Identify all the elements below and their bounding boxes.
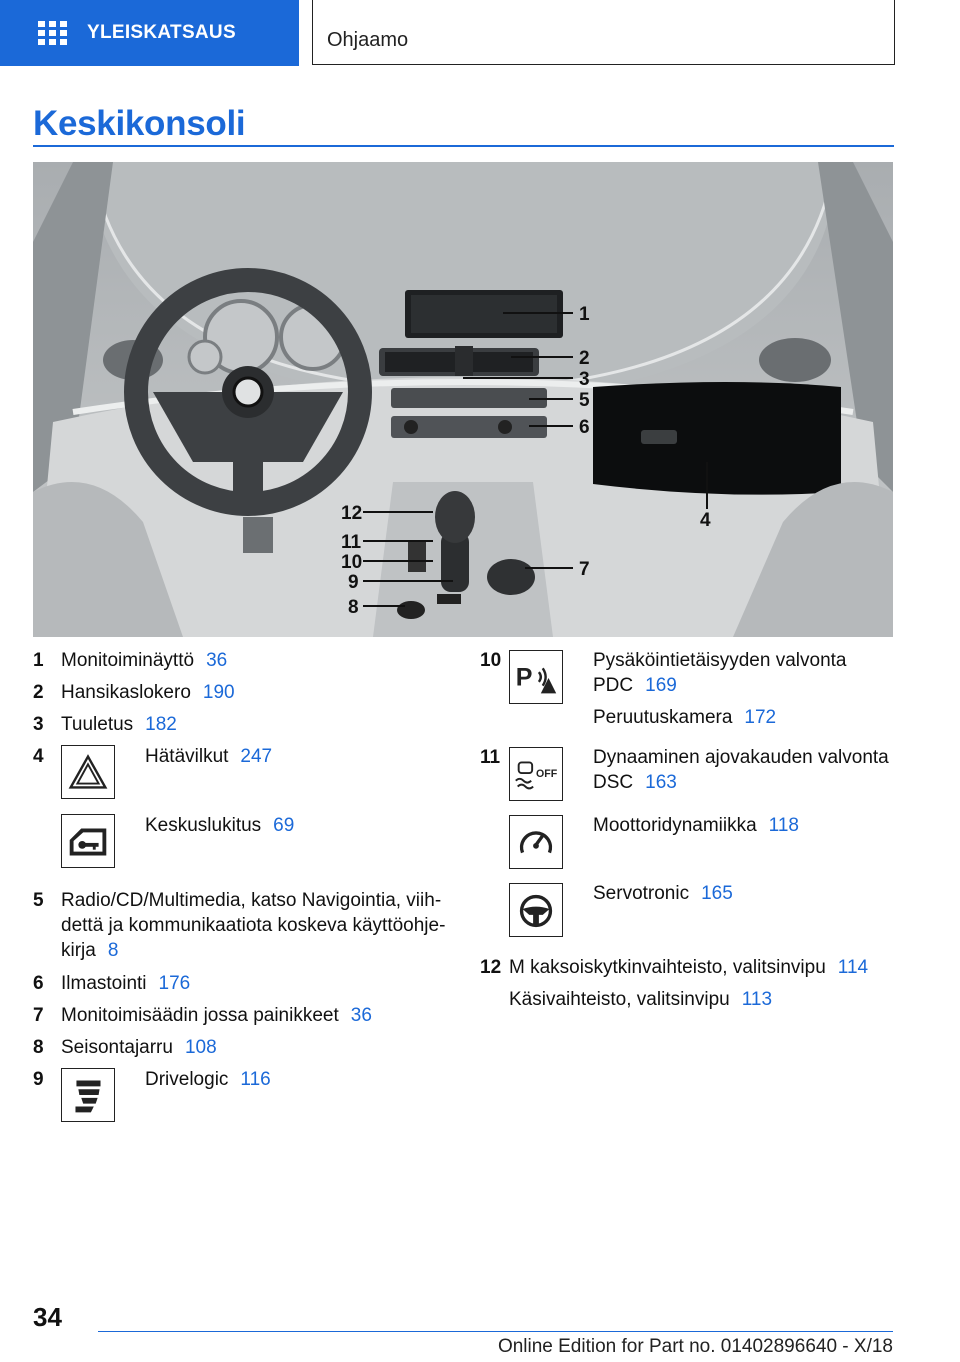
item-text: Monitoimisäädin jossa painikkeet	[61, 1005, 339, 1026]
item-text: Moottoridynamiikka	[593, 815, 757, 836]
item-number: 1	[33, 650, 44, 671]
callout-label: 8	[348, 597, 359, 618]
callout-label: 4	[700, 510, 711, 531]
footer-divider	[98, 1331, 893, 1332]
callout-label: 12	[341, 503, 363, 524]
overview-tab[interactable]	[0, 0, 299, 66]
item-text: Käsivaihteisto, valitsinvipu	[509, 989, 730, 1010]
item-text: Tuuletus	[61, 714, 134, 735]
item-text: Pysäköintietäisyyden valvonta	[593, 650, 847, 671]
list-item	[593, 813, 799, 838]
drivelogic-icon	[61, 1068, 115, 1122]
item-text: Peruutuskamera	[593, 707, 733, 728]
page-link[interactable]: 36	[350, 1005, 372, 1026]
page-link[interactable]: 8	[107, 940, 119, 961]
item-text: Drivelogic	[145, 1069, 229, 1090]
item-number: 7	[33, 1005, 44, 1026]
item-number: 9	[33, 1069, 44, 1090]
parking-sensor-icon	[509, 650, 563, 704]
page-link[interactable]: 176	[158, 973, 191, 994]
list-item	[145, 813, 294, 838]
svg-text:P: P	[515, 663, 533, 692]
item-text: DSC	[593, 772, 634, 793]
page-link[interactable]: 190	[202, 682, 235, 703]
svg-text:OFF: OFF	[536, 767, 558, 780]
callout-label: 2	[579, 348, 590, 369]
grid-menu-icon	[38, 21, 66, 45]
page-title: Keskikonsoli	[33, 104, 246, 143]
item-text: Keskuslukitus	[145, 815, 262, 836]
callout-label: 5	[579, 390, 590, 411]
item-text: Seisontajarru	[61, 1037, 173, 1058]
item-number: 6	[33, 973, 44, 994]
item-text-line: dettä ja kommunikaatiota koskeva käyttöohje-	[61, 915, 446, 936]
item-number: 11	[480, 747, 501, 768]
page-link[interactable]: 172	[744, 707, 777, 728]
dsc-off-icon	[509, 747, 563, 801]
item-number: 8	[33, 1037, 44, 1058]
list-item	[593, 745, 889, 795]
list-item	[593, 881, 733, 906]
item-text: Ilmastointi	[61, 973, 147, 994]
callout-label: 11	[341, 532, 362, 553]
overview-tab-label: YLEISKATSAUS	[87, 22, 236, 43]
page-link[interactable]: 113	[741, 989, 773, 1010]
callout-label: 9	[348, 572, 359, 593]
page-link[interactable]: 165	[701, 883, 733, 904]
list-item	[145, 744, 272, 769]
steering-wheel-icon	[509, 883, 563, 937]
item-text: Servotronic	[593, 883, 690, 904]
page-link[interactable]: 108	[184, 1037, 217, 1058]
page-link[interactable]: 116	[240, 1069, 271, 1090]
speedometer-icon	[509, 815, 563, 869]
callout-label: 3	[579, 369, 590, 390]
callout-label: 10	[341, 552, 363, 573]
page-number: 34	[33, 1302, 62, 1332]
title-divider	[33, 145, 894, 147]
callout-label: 6	[579, 417, 590, 438]
item-number: 5	[33, 890, 44, 911]
page-link[interactable]: 118	[768, 815, 799, 836]
item-text-line: kirja	[61, 940, 96, 961]
item-text: M kaksoiskytkinvaihteisto, valitsinvipu	[509, 957, 826, 978]
item-text: Hansikaslokero	[61, 682, 191, 703]
hazard-triangle-icon	[61, 745, 115, 799]
door-key-icon	[61, 814, 115, 868]
page-link[interactable]: 247	[240, 746, 273, 767]
page-link[interactable]: 36	[206, 650, 228, 671]
list-item	[593, 648, 846, 730]
item-text: PDC	[593, 675, 634, 696]
page-link[interactable]: 169	[645, 675, 677, 696]
section-label: Ohjaamo	[327, 29, 409, 51]
section-header[interactable]	[312, 0, 895, 65]
item-text: Dynaaminen ajovakauden valvonta	[593, 747, 889, 768]
item-text-line: Radio/CD/Multimedia, katso Navigointia, viih-	[61, 890, 442, 911]
item-text: Monitoiminäyttö	[61, 650, 195, 671]
item-number: 3	[33, 714, 44, 735]
item-text: Hätävilkut	[145, 746, 229, 767]
callout-label: 7	[579, 559, 590, 580]
item-number: 4	[33, 746, 44, 767]
list-item	[509, 987, 772, 1012]
page-link[interactable]: 114	[837, 957, 869, 978]
edition-note: Online Edition for Part no. 01402896640 - X/18	[497, 1336, 893, 1357]
center-console-illustration	[33, 162, 893, 637]
item-number: 10	[480, 650, 502, 671]
item-number: 12	[480, 957, 502, 978]
list-item	[145, 1067, 271, 1092]
page-link[interactable]: 163	[645, 772, 677, 793]
page-link[interactable]: 182	[145, 714, 177, 735]
page-link[interactable]: 69	[273, 815, 295, 836]
item-number: 2	[33, 682, 44, 703]
callout-label: 1	[579, 304, 590, 325]
